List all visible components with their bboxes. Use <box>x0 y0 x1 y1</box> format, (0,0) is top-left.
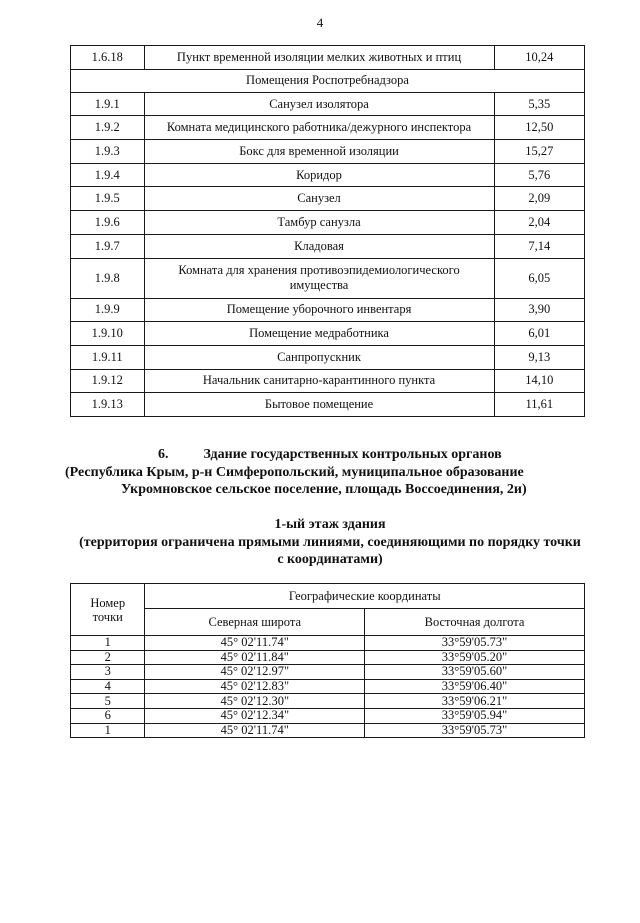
room-name-cell: Кладовая <box>144 234 494 258</box>
section-6-number: 6. <box>158 447 169 462</box>
table-row <box>71 92 585 116</box>
table-row <box>71 298 585 322</box>
room-area-cell: 2,09 <box>494 187 584 211</box>
room-name-cell: Пункт временной изоляции мелких животных и птиц <box>144 46 494 70</box>
table-row <box>71 708 585 723</box>
room-name-cell: Бытовое помещение <box>144 393 494 417</box>
room-number-cell: 1.9.9 <box>71 298 145 322</box>
room-number-cell: 1.9.3 <box>71 140 145 164</box>
room-name-cell: Бокс для временной изоляции <box>144 140 494 164</box>
table-row <box>71 258 585 298</box>
room-area-cell: 12,50 <box>494 116 584 140</box>
room-number-cell: 1.9.6 <box>71 211 145 235</box>
longitude-cell: 33°59'06.21" <box>365 694 585 709</box>
room-number-cell: 1.9.13 <box>71 393 145 417</box>
table-row <box>71 723 585 738</box>
table-row <box>71 163 585 187</box>
room-number-cell: 1.9.4 <box>71 163 145 187</box>
longitude-cell: 33°59'05.94" <box>365 708 585 723</box>
latitude-cell: 45° 02'12.97" <box>145 665 365 680</box>
room-number-cell: 1.9.5 <box>71 187 145 211</box>
table-row <box>71 665 585 680</box>
room-area-cell: 15,27 <box>494 140 584 164</box>
table-row <box>71 116 585 140</box>
room-area-cell: 5,76 <box>494 163 584 187</box>
rooms-table <box>70 45 585 417</box>
section-6-heading <box>158 446 502 464</box>
header-geo-coordinates: Географические координаты <box>145 584 585 609</box>
table-row <box>71 694 585 709</box>
room-name-cell: Помещение медработника <box>144 322 494 346</box>
room-number-cell: 1.9.12 <box>71 369 145 393</box>
room-area-cell: 2,04 <box>494 211 584 235</box>
point-number-cell: 4 <box>71 679 145 694</box>
point-number-cell: 3 <box>71 665 145 680</box>
table-row <box>71 211 585 235</box>
table-row <box>71 187 585 211</box>
section-row <box>71 69 585 92</box>
room-area-cell: 9,13 <box>494 345 584 369</box>
room-name-cell: Тамбур санузла <box>144 211 494 235</box>
point-number-cell: 5 <box>71 694 145 709</box>
room-number-cell: 1.9.11 <box>71 345 145 369</box>
room-area-cell: 6,01 <box>494 322 584 346</box>
floor-title: 1-ый этаж здания <box>274 517 386 532</box>
room-name-cell: Помещение уборочного инвентаря <box>144 298 494 322</box>
room-area-cell: 14,10 <box>494 369 584 393</box>
floor-subtitle-line1: (территория ограничена прямыми линиями, соединяющими по порядку точки <box>79 534 581 550</box>
latitude-cell: 45° 02'12.30" <box>145 694 365 709</box>
table-row <box>71 140 585 164</box>
header-longitude: Восточная долгота <box>365 609 585 636</box>
header-point-number: Номер точки <box>71 584 145 636</box>
latitude-cell: 45° 02'11.74" <box>145 636 365 651</box>
section-title: Помещения Роспотребнадзора <box>71 69 585 92</box>
table-row <box>71 650 585 665</box>
room-name-cell: Санузел <box>144 187 494 211</box>
coordinates-table <box>70 583 585 738</box>
room-area-cell: 5,35 <box>494 92 584 116</box>
longitude-cell: 33°59'05.73" <box>365 636 585 651</box>
point-number-cell: 1 <box>71 636 145 651</box>
section-6-address-line2: Укромновское сельское поселение, площадь Воссоединения, 2и) <box>121 482 527 497</box>
room-name-cell: Комната для хранения противоэпидемиологического имущества <box>144 258 494 298</box>
room-area-cell: 10,24 <box>494 46 584 70</box>
room-number-cell: 1.6.18 <box>71 46 145 70</box>
rooms-table-body <box>71 46 585 417</box>
longitude-cell: 33°59'05.73" <box>365 723 585 738</box>
room-area-cell: 11,61 <box>494 393 584 417</box>
table-row <box>71 369 585 393</box>
table-row <box>71 345 585 369</box>
coordinates-table-body <box>71 636 585 738</box>
section-6-address-line1: (Республика Крым, р-н Симферопольский, муниципальное образование <box>65 464 524 480</box>
room-name-cell: Санпропускник <box>144 345 494 369</box>
room-area-cell: 7,14 <box>494 234 584 258</box>
room-number-cell: 1.9.1 <box>71 92 145 116</box>
longitude-cell: 33°59'06.40" <box>365 679 585 694</box>
floor-subtitle-line2: с координатами) <box>277 552 383 567</box>
latitude-cell: 45° 02'11.84" <box>145 650 365 665</box>
table-row <box>71 679 585 694</box>
room-name-cell: Коридор <box>144 163 494 187</box>
latitude-cell: 45° 02'12.34" <box>145 708 365 723</box>
section-6-title: Здание государственных контрольных органов <box>203 447 502 462</box>
room-number-cell: 1.9.10 <box>71 322 145 346</box>
page-number: 4 <box>316 15 324 30</box>
room-name-cell: Комната медицинского работника/дежурного инспектора <box>144 116 494 140</box>
point-number-cell: 1 <box>71 723 145 738</box>
table-row <box>71 636 585 651</box>
room-area-cell: 6,05 <box>494 258 584 298</box>
room-number-cell: 1.9.7 <box>71 234 145 258</box>
room-number-cell: 1.9.2 <box>71 116 145 140</box>
header-latitude: Северная широта <box>145 609 365 636</box>
room-area-cell: 3,90 <box>494 298 584 322</box>
table-row <box>71 322 585 346</box>
latitude-cell: 45° 02'11.74" <box>145 723 365 738</box>
room-name-cell: Начальник санитарно-карантинного пункта <box>144 369 494 393</box>
room-number-cell: 1.9.8 <box>71 258 145 298</box>
table-row <box>71 393 585 417</box>
table-row <box>71 234 585 258</box>
point-number-cell: 6 <box>71 708 145 723</box>
latitude-cell: 45° 02'12.83" <box>145 679 365 694</box>
longitude-cell: 33°59'05.60" <box>365 665 585 680</box>
room-name-cell: Санузел изолятора <box>144 92 494 116</box>
table-row <box>71 46 585 70</box>
longitude-cell: 33°59'05.20" <box>365 650 585 665</box>
point-number-cell: 2 <box>71 650 145 665</box>
